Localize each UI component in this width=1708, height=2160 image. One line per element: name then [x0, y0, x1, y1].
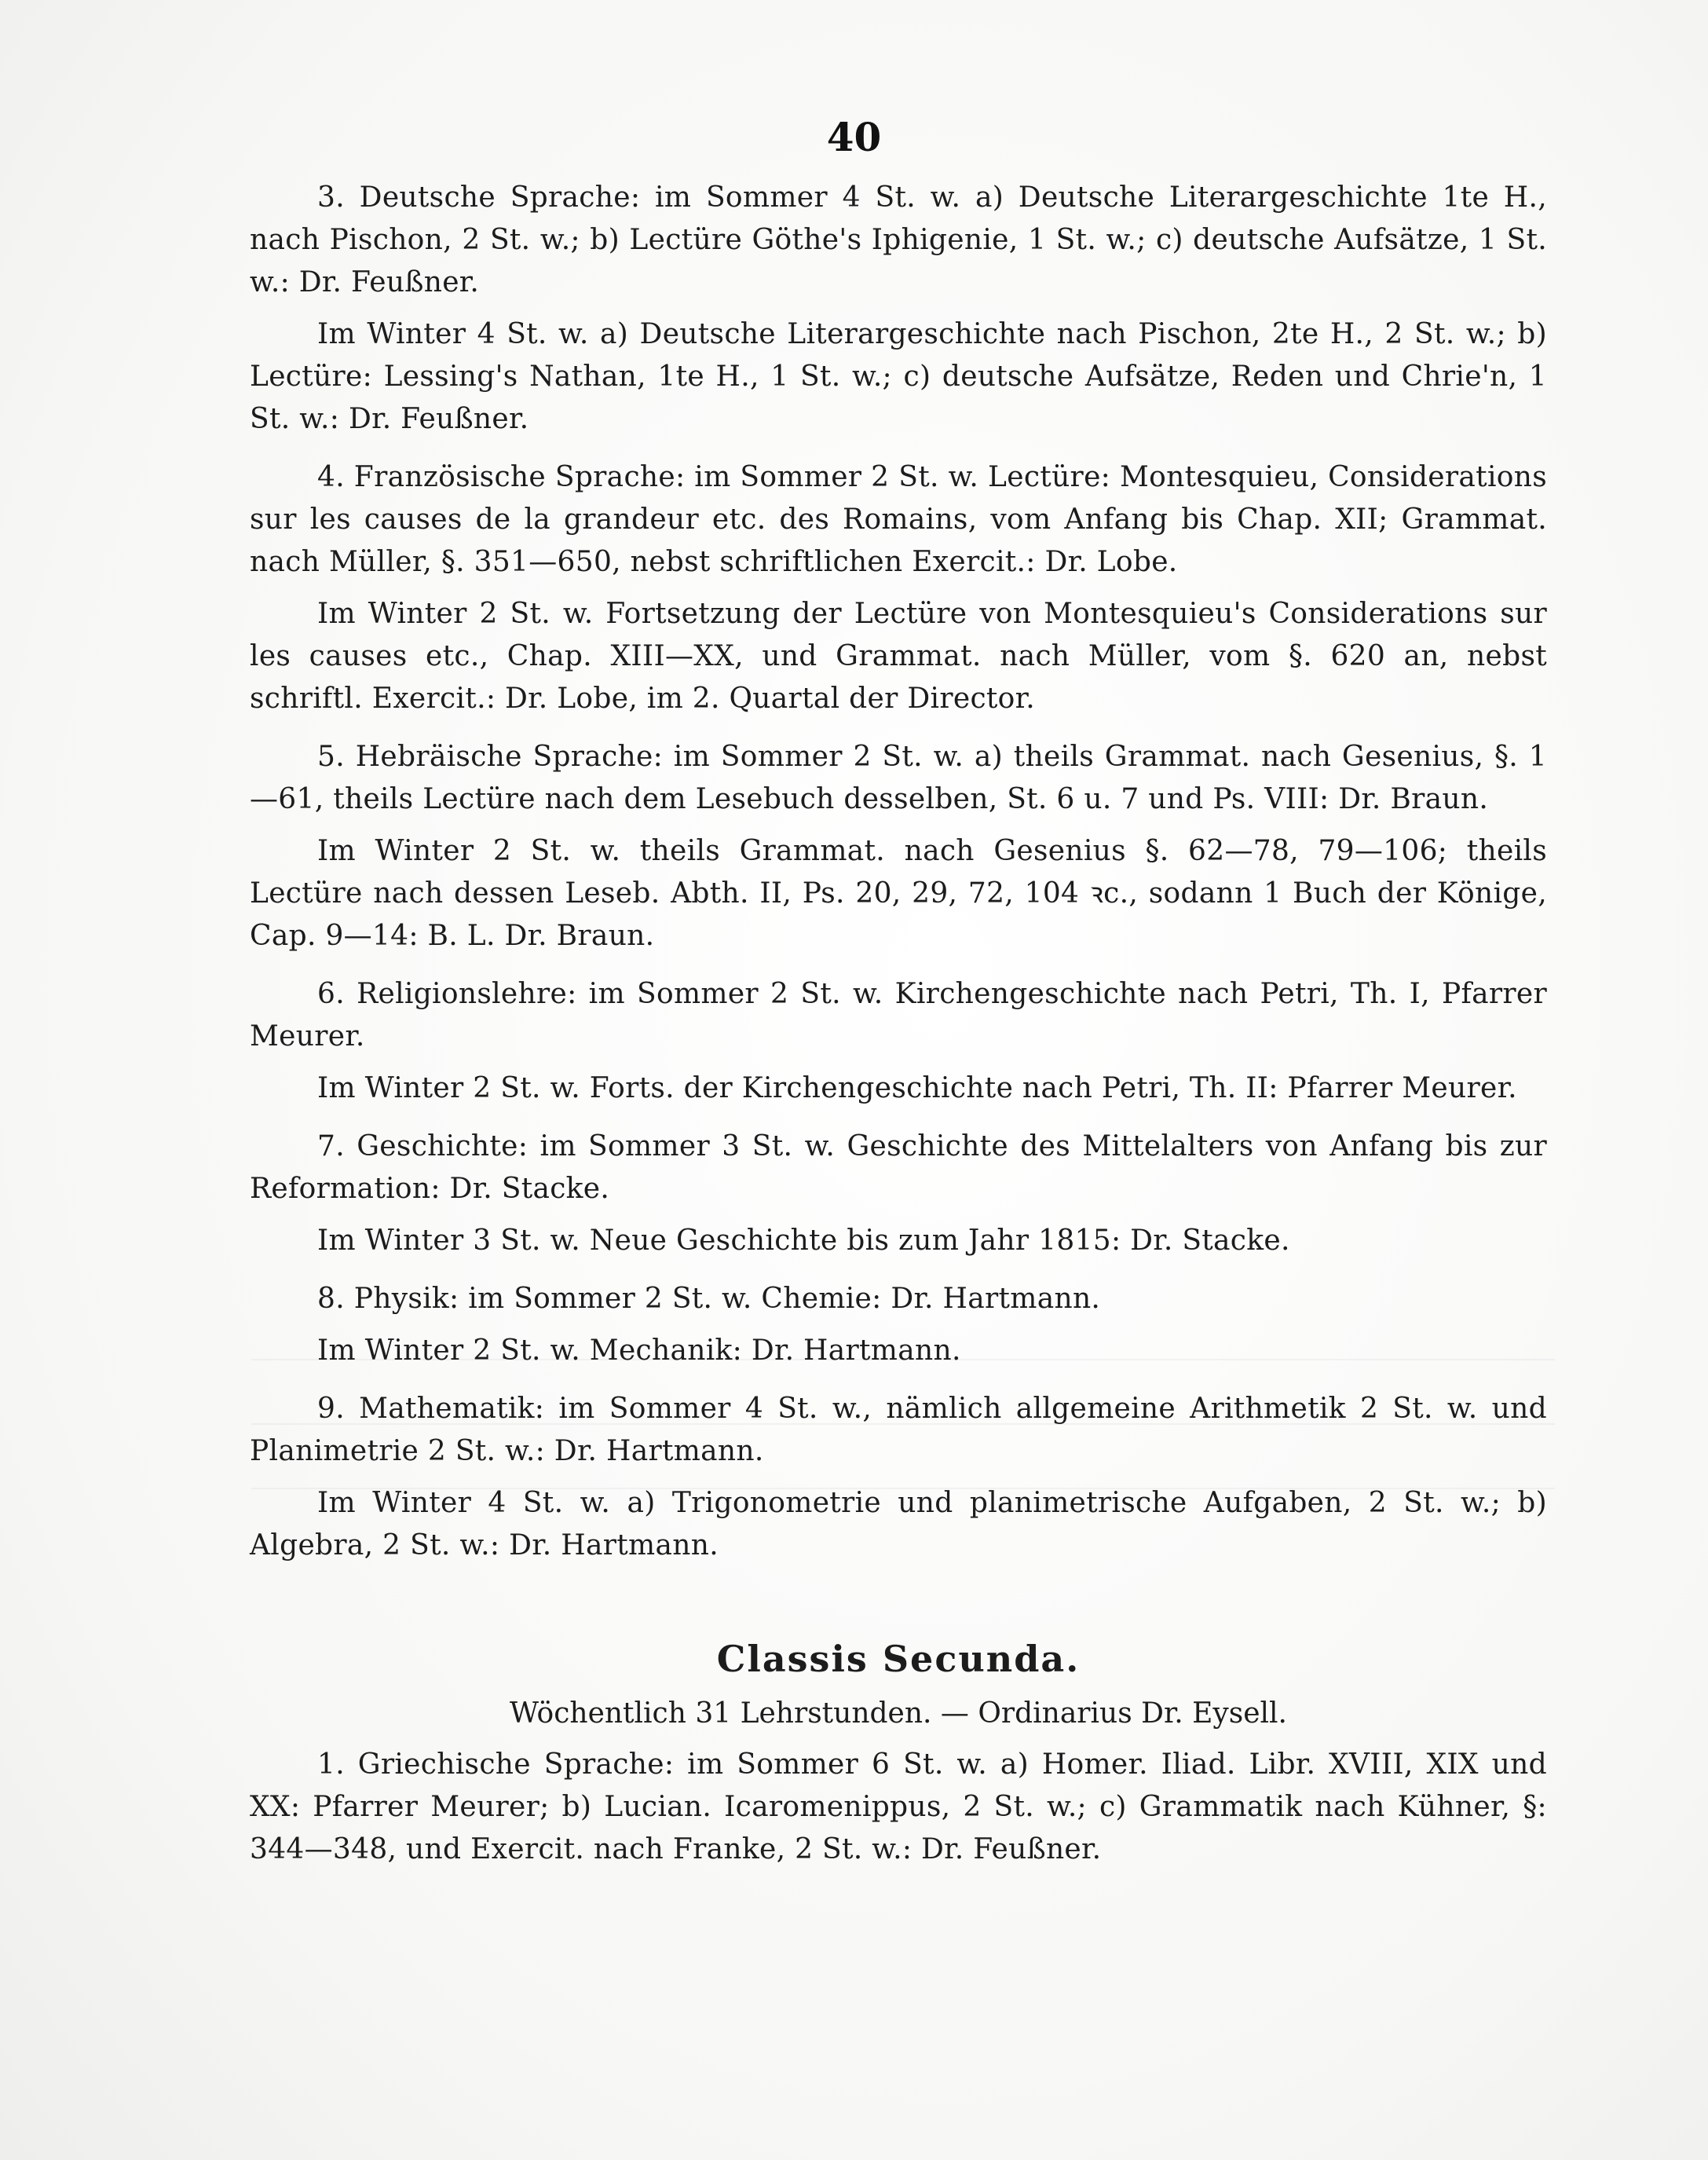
paragraph-4-french-winter: Im Winter 2 St. w. Fortsetzung der Lectüre von Montesquieu's Considerations sur les causes etc., Chap. XIII—XX, und Grammat. nach Müller, vom §. 620 an, nebst schriftl. Exercit.: Dr. Lobe, im 2. Quartal der Director.: [250, 598, 1547, 715]
paragraph-6-religion-winter: Im Winter 2 St. w. Forts. der Kirchengeschichte nach Petri, Th. II: Pfarrer Meurer.: [317, 1072, 1517, 1104]
paragraph-3-german-winter: Im Winter 4 St. w. a) Deutsche Literargeschichte nach Pischon, 2te H., 2 St. w.; b) Lectüre: Lessing's Nathan, 1te H., 1 St. w.; c) deutsche Aufsätze, Reden und Chrie'n, 1 St. w.: Dr. Feußner.: [250, 318, 1547, 435]
paragraph-7-history-winter: Im Winter 3 St. w. Neue Geschichte bis zum Jahr 1815: Dr. Stacke.: [317, 1225, 1290, 1257]
section-title-classis-secunda: Classis Secunda.: [716, 1638, 1081, 1680]
paragraph-8-physics-winter: Im Winter 2 St. w. Mechanik: Dr. Hartmann.: [317, 1334, 961, 1367]
paragraph-7-history-summer: 7. Geschichte: im Sommer 3 St. w. Geschichte des Mittelalters von Anfang bis zur Reformation: Dr. Stacke.: [250, 1130, 1547, 1205]
paragraph-4-french-summer: 4. Französische Sprache: im Sommer 2 St. w. Lectüre: Montesquieu, Considerations sur les causes de la grandeur etc. des Romains, vom Anfang bis Chap. XII; Grammat. nach Müller, §. 351—650, nebst schriftlichen Exercit.: Dr. Lobe.: [250, 461, 1547, 578]
paragraph-5-hebrew-summer: 5. Hebräische Sprache: im Sommer 2 St. w. a) theils Grammat. nach Gesenius, §. 1—61, theils Lectüre nach dem Lesebuch desselben, St. 6 u. 7 und Ps. VIII: Dr. Braun.: [250, 741, 1547, 815]
paragraph-9-mathematics-winter: Im Winter 4 St. w. a) Trigonometrie und planimetrische Aufgaben, 2 St. w.; b) Algebra, 2 St. w.: Dr. Hartmann.: [250, 1487, 1547, 1561]
page-number: 40: [826, 114, 882, 160]
paragraph-6-religion-summer: 6. Religionslehre: im Sommer 2 St. w. Kirchengeschichte nach Petri, Th. I, Pfarrer Meurer.: [250, 978, 1547, 1053]
paragraph-5-hebrew-winter: Im Winter 2 St. w. theils Grammat. nach Gesenius §. 62—78, 79—106; theils Lectüre nach dessen Leseb. Abth. II, Ps. 20, 29, 72, 104 ꝛc., sodann 1 Buch der Könige, Cap. 9—14: B. L. Dr. Braun.: [250, 835, 1547, 952]
section-subtitle-weekly-hours: Wöchentlich 31 Lehrstunden. — Ordinarius Dr. Eysell.: [509, 1697, 1288, 1730]
paragraph-1-greek-summer: 1. Griechische Sprache: im Sommer 6 St. w. a) Homer. Iliad. Libr. XVIII, XIX und XX: Pfarrer Meurer; b) Lucian. Icaromenippus, 2 St. w.; c) Grammatik nach Kühner, §: 344—348, und Exercit. nach Franke, 2 St. w.: Dr. Feußner.: [250, 1748, 1547, 1865]
paragraph-3-german-summer: 3. Deutsche Sprache: im Sommer 4 St. w. a) Deutsche Literargeschichte 1te H., nach Pischon, 2 St. w.; b) Lectüre Göthe's Iphigenie, 1 St. w.; c) deutsche Aufsätze, 1 St. w.: Dr. Feußner.: [250, 181, 1547, 298]
document-body: [250, 177, 1547, 1887]
paragraph-9-mathematics-summer: 9. Mathematik: im Sommer 4 St. w., nämlich allgemeine Arithmetik 2 St. w. und Planimetrie 2 St. w.: Dr. Hartmann.: [250, 1393, 1547, 1467]
paragraph-8-physics-summer: 8. Physik: im Sommer 2 St. w. Chemie: Dr. Hartmann.: [317, 1283, 1101, 1315]
